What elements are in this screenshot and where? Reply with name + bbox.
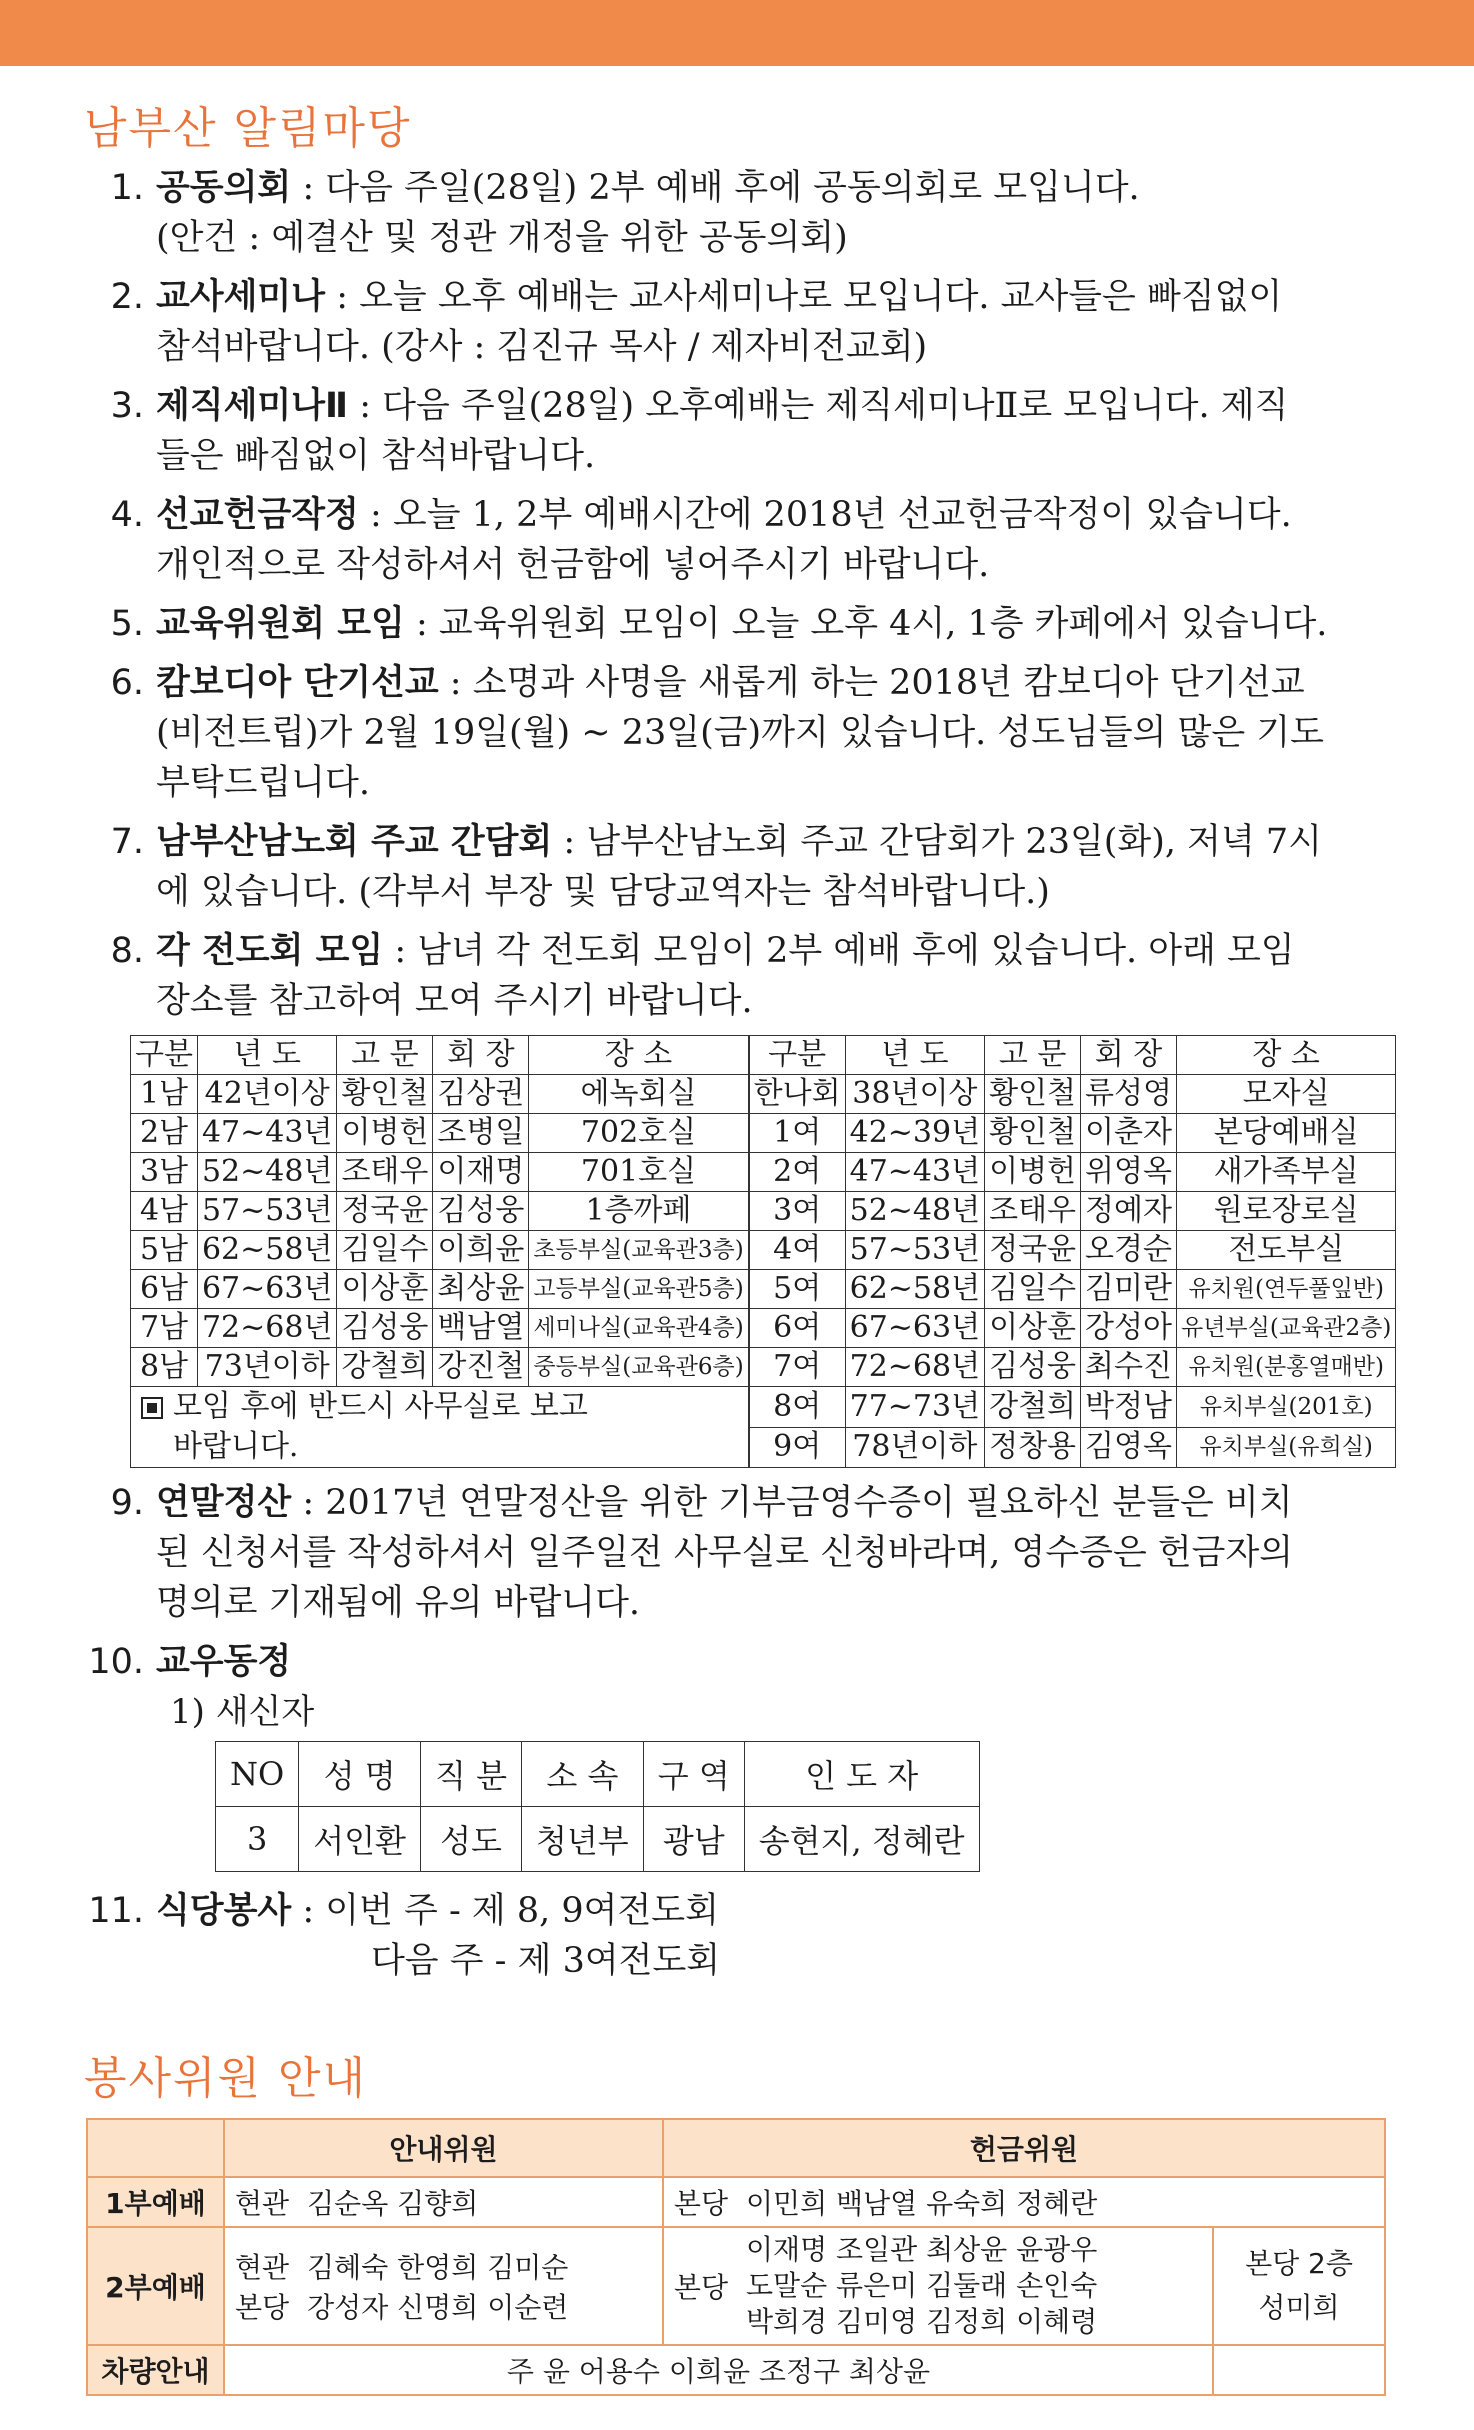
- notice-text: 참석바랍니다. (강사 : 김진규 목사 / 제자비전교회): [156, 327, 928, 367]
- notice-item-11: [80, 1886, 1380, 1986]
- notice-number: 1.: [110, 168, 144, 208]
- notice-text: 개인적으로 작성하셔서 헌금함에 넣어주시기 바랍니다.: [156, 545, 990, 585]
- table-cell: 5여: [749, 1270, 845, 1309]
- table-cell: 3여: [749, 1192, 845, 1231]
- table-cell: 이재명: [433, 1153, 529, 1192]
- notice-title: 선교헌금작정: [156, 495, 359, 535]
- table-cell: 백남열: [433, 1309, 529, 1348]
- table-cell: 김성웅: [433, 1192, 529, 1231]
- table-row: [131, 1387, 1396, 1428]
- notice-number: 7.: [110, 822, 144, 862]
- table-cell: 김일수: [337, 1231, 433, 1270]
- newcomer-table: [215, 1741, 980, 1872]
- table-cell: 세미나실(교육관4층): [529, 1309, 748, 1348]
- table-cell: 73년이하: [197, 1348, 336, 1387]
- table-cell: 정국윤: [985, 1231, 1081, 1270]
- table-cell: 전도부실: [1177, 1231, 1396, 1270]
- notice-text: : 2017년 연말정산을 위한 기부금영수증이 필요하신 분들은 비치: [291, 1483, 1293, 1523]
- column-header: 구분: [131, 1036, 198, 1075]
- table-cell: 3남: [131, 1153, 198, 1192]
- table-cell: 이병헌: [337, 1114, 433, 1153]
- table-cell: 김성웅: [985, 1348, 1081, 1387]
- notice-title: 식당봉사: [156, 1891, 292, 1931]
- notice-number: 4.: [110, 495, 144, 535]
- notice-text: 장소를 참고하여 모여 주시기 바랍니다.: [156, 981, 753, 1021]
- table-cell: 송현지, 정혜란: [744, 1807, 979, 1872]
- table-row: [131, 1348, 1396, 1387]
- blank-cell: [1213, 2345, 1385, 2395]
- notice-text: 다음 주 - 제 3여전도회: [371, 1941, 721, 1981]
- notice-item: [80, 490, 1380, 590]
- table-cell: 701호실: [529, 1153, 748, 1192]
- table-cell: 오경순: [1081, 1231, 1177, 1270]
- driver-names: 주 윤 어용수 이희윤 조정구 최상윤: [224, 2345, 1213, 2395]
- notice-title: 남부산남노회 주교 간담회: [156, 822, 553, 862]
- table-cell: 초등부실(교육관3층): [529, 1231, 748, 1270]
- column-header: 년 도: [845, 1036, 984, 1075]
- notice-text: 명의로 기재됨에 유의 바랍니다.: [156, 1583, 641, 1623]
- column-header: 소 속: [521, 1742, 643, 1807]
- table-cell: 강진철: [433, 1348, 529, 1387]
- table-cell: 9여: [749, 1427, 845, 1468]
- table-cell: 조태우: [337, 1153, 433, 1192]
- table-cell: 57~53년: [845, 1231, 984, 1270]
- column-header: NO: [216, 1742, 299, 1807]
- table-cell: 유치원(분홍열매반): [1177, 1348, 1396, 1387]
- table-cell: 72~68년: [845, 1348, 984, 1387]
- row-label: 차량안내: [87, 2345, 224, 2395]
- notice-text: : 오늘 1, 2부 예배시간에 2018년 선교헌금작정이 있습니다.: [358, 495, 1292, 535]
- table-cell: 7여: [749, 1348, 845, 1387]
- table-cell: 황인철: [985, 1114, 1081, 1153]
- table-cell: 유치원(연두풀잎반): [1177, 1270, 1396, 1309]
- column-header: 년 도: [197, 1036, 336, 1075]
- column-header: 고 문: [337, 1036, 433, 1075]
- offering-header: 헌금위원: [663, 2119, 1385, 2177]
- table-cell: 2여: [749, 1153, 845, 1192]
- table-cell: 김미란: [1081, 1270, 1177, 1309]
- notice-title: 제직세미나Ⅱ: [156, 386, 349, 426]
- table-cell: 정창용: [985, 1427, 1081, 1468]
- notice-number: 9.: [110, 1483, 144, 1523]
- table-cell: 77~73년: [845, 1387, 984, 1428]
- notice-text: : 남녀 각 전도회 모임이 2부 예배 후에 있습니다. 아래 모임: [383, 931, 1295, 971]
- table-cell: 황인철: [337, 1075, 433, 1114]
- notice-item: [80, 163, 1380, 263]
- table-cell: 위영옥: [1081, 1153, 1177, 1192]
- newcomer-subtitle: 1) 새신자: [170, 1692, 315, 1732]
- notice-section-title: 남부산 알림마당: [84, 103, 412, 154]
- table-cell: 8여: [749, 1387, 845, 1428]
- column-header: 회 장: [433, 1036, 529, 1075]
- square-bullet-icon: [141, 1397, 163, 1419]
- table-cell: 6남: [131, 1270, 198, 1309]
- table-cell: 한나회: [749, 1075, 845, 1114]
- notice-text: 에 있습니다. (각부서 부장 및 담당교역자는 참석바랍니다.): [156, 872, 1050, 912]
- notice-title: 각 전도회 모임: [156, 931, 384, 971]
- table-row: [131, 1192, 1396, 1231]
- table-cell: 정예자: [1081, 1192, 1177, 1231]
- table-cell: 702호실: [529, 1114, 748, 1153]
- table-cell: 본당예배실: [1177, 1114, 1396, 1153]
- notice-text: : 남부산남노회 주교 간담회가 23일(화), 저녁 7시: [552, 822, 1322, 862]
- table-cell: 청년부: [521, 1807, 643, 1872]
- column-header: 회 장: [1081, 1036, 1177, 1075]
- table-cell: 조병일: [433, 1114, 529, 1153]
- table-cell: 유치부실(유희실): [1177, 1427, 1396, 1468]
- table-row: [131, 1270, 1396, 1309]
- table-cell: 김성웅: [337, 1309, 433, 1348]
- table-cell: 이상훈: [985, 1309, 1081, 1348]
- notice-item: [80, 926, 1380, 1026]
- blank-header: [87, 2119, 224, 2177]
- notice-item: [80, 599, 1380, 649]
- notice-number: 3.: [110, 386, 144, 426]
- notice-item: [80, 658, 1380, 808]
- table-row: [216, 1807, 980, 1872]
- notice-title: 교사세미나: [156, 277, 326, 317]
- notice-number: 11.: [88, 1891, 144, 1931]
- notice-text: : 이번 주 - 제 8, 9여전도회: [291, 1891, 719, 1931]
- table-cell: 박정남: [1081, 1387, 1177, 1428]
- table-cell: 1남: [131, 1075, 198, 1114]
- table-cell: 이병헌: [985, 1153, 1081, 1192]
- group-meeting-table: [130, 1035, 1396, 1468]
- notice-text: : 다음 주일(28일) 오후예배는 제직세미나Ⅱ로 모입니다. 제직: [348, 386, 1289, 426]
- table-cell: 유치부실(201호): [1177, 1387, 1396, 1428]
- table-cell: 67~63년: [845, 1309, 984, 1348]
- table-cell: 원로장로실: [1177, 1192, 1396, 1231]
- notice-item-10: [80, 1637, 1380, 1687]
- table-cell: 강성아: [1081, 1309, 1177, 1348]
- column-header: 장 소: [529, 1036, 748, 1075]
- notice-item: [80, 272, 1380, 372]
- notice-text: 부탁드립니다.: [156, 763, 370, 803]
- notice-text: (비전트립)가 2월 19일(월) ~ 23일(금)까지 있습니다. 성도님들의 많은 기도: [156, 713, 1324, 753]
- table-cell: 중등부실(교육관6층): [529, 1348, 748, 1387]
- table-cell: 강철희: [337, 1348, 433, 1387]
- table-cell: 57~53년: [197, 1192, 336, 1231]
- notice-number: 10.: [88, 1642, 144, 1682]
- table-cell: 42~39년: [845, 1114, 984, 1153]
- notice-item: [80, 817, 1380, 917]
- table-cell: 최수진: [1081, 1348, 1177, 1387]
- table-cell: 67~63년: [197, 1270, 336, 1309]
- table-cell: 42년이상: [197, 1075, 336, 1114]
- notice-text: 들은 빠짐없이 참석바랍니다.: [156, 436, 596, 476]
- table-cell: 6여: [749, 1309, 845, 1348]
- notice-text: : 다음 주일(28일) 2부 예배 후에 공동의회로 모입니다.: [291, 168, 1140, 208]
- table-cell: 1여: [749, 1114, 845, 1153]
- table-cell: 47~43년: [197, 1114, 336, 1153]
- table-row: [131, 1231, 1396, 1270]
- offering-cell: 본당 이재명 조일관 최상윤 윤광우 도말순 류은미 김둘래 손인숙 박희경 김미영 김정희 이혜령: [663, 2227, 1213, 2345]
- guide-header: 안내위원: [224, 2119, 663, 2177]
- notice-text: : 교육위원회 모임이 오늘 오후 4시, 1층 카페에서 있습니다.: [404, 604, 1328, 644]
- notice-title: 교육위원회 모임: [156, 604, 405, 644]
- column-header: 구 역: [643, 1742, 744, 1807]
- notice-title: 교우동정: [156, 1642, 292, 1682]
- table-cell: 새가족부실: [1177, 1153, 1396, 1192]
- table-cell: 조태우: [985, 1192, 1081, 1231]
- top-color-bar: [0, 0, 1474, 66]
- offering-cell: 본당 이민희 백남열 유숙희 정혜란: [663, 2177, 1385, 2227]
- table-cell: 김일수: [985, 1270, 1081, 1309]
- notice-number: 2.: [110, 277, 144, 317]
- column-header: 성 명: [299, 1742, 421, 1807]
- table-cell: 김상권: [433, 1075, 529, 1114]
- table-cell: 이상훈: [337, 1270, 433, 1309]
- service-volunteer-table: [86, 2118, 1386, 2396]
- service-section-title: 봉사위원 안내: [84, 2053, 368, 2104]
- table-cell: 이춘자: [1081, 1114, 1177, 1153]
- table-cell: 고등부실(교육관5층): [529, 1270, 748, 1309]
- table-cell: 3: [216, 1807, 299, 1872]
- notice-text: : 오늘 오후 예배는 교사세미나로 모입니다. 교사들은 빠짐없이: [325, 277, 1283, 317]
- table-cell: 72~68년: [197, 1309, 336, 1348]
- column-header: 직 분: [420, 1742, 521, 1807]
- table-cell: 최상윤: [433, 1270, 529, 1309]
- notice-text: : 소명과 사명을 새롭게 하는 2018년 캄보디아 단기선교: [438, 663, 1305, 703]
- table-cell: 이희윤: [433, 1231, 529, 1270]
- column-header: 장 소: [1177, 1036, 1396, 1075]
- notice-title: 공동의회: [156, 168, 292, 208]
- table-row: [131, 1075, 1396, 1114]
- column-header: 구분: [749, 1036, 845, 1075]
- offering-extra-cell: 본당 2층 성미희: [1213, 2227, 1385, 2345]
- table-cell: 유년부실(교육관2층): [1177, 1309, 1396, 1348]
- table-cell: 서인환: [299, 1807, 421, 1872]
- table-cell: 38년이상: [845, 1075, 984, 1114]
- row-label: 1부예배: [87, 2177, 224, 2227]
- table-cell: 강철희: [985, 1387, 1081, 1428]
- group-note: 모임 후에 반드시 사무실로 보고 바랍니다.: [131, 1387, 749, 1468]
- table-cell: 62~58년: [197, 1231, 336, 1270]
- table-cell: 5남: [131, 1231, 198, 1270]
- notice-number: 6.: [110, 663, 144, 703]
- table-cell: 7남: [131, 1309, 198, 1348]
- table-cell: 황인철: [985, 1075, 1081, 1114]
- table-cell: 4남: [131, 1192, 198, 1231]
- table-cell: 62~58년: [845, 1270, 984, 1309]
- table-cell: 광남: [643, 1807, 744, 1872]
- notice-number: 5.: [110, 604, 144, 644]
- notice-number: 8.: [110, 931, 144, 971]
- notice-title: 캄보디아 단기선교: [156, 663, 439, 703]
- table-cell: 2남: [131, 1114, 198, 1153]
- table-cell: 성도: [420, 1807, 521, 1872]
- table-cell: 에녹회실: [529, 1075, 748, 1114]
- column-header: 고 문: [985, 1036, 1081, 1075]
- column-header: 인 도 자: [744, 1742, 979, 1807]
- table-row: [131, 1153, 1396, 1192]
- notice-text: 된 신청서를 작성하셔서 일주일전 사무실로 신청바라며, 영수증은 헌금자의: [156, 1533, 1294, 1573]
- notice-text: (안건 : 예결산 및 정관 개정을 위한 공동의회): [156, 218, 848, 258]
- table-cell: 52~48년: [845, 1192, 984, 1231]
- group-table-header: [131, 1036, 1396, 1075]
- guide-cell: 현관 김순옥 김향희: [224, 2177, 663, 2227]
- notice-item: [80, 381, 1380, 481]
- notice-item-9: [80, 1478, 1380, 1628]
- table-cell: 8남: [131, 1348, 198, 1387]
- table-row: [131, 1114, 1396, 1153]
- notice-list: [80, 163, 1392, 1995]
- table-cell: 1층까페: [529, 1192, 748, 1231]
- table-cell: 52~48년: [197, 1153, 336, 1192]
- table-cell: 47~43년: [845, 1153, 984, 1192]
- table-cell: 4여: [749, 1231, 845, 1270]
- row-label: 2부예배: [87, 2227, 224, 2345]
- guide-cell: 현관 김혜숙 한영희 김미순 본당 강성자 신명희 이순련: [224, 2227, 663, 2345]
- table-cell: 류성영: [1081, 1075, 1177, 1114]
- table-cell: 정국윤: [337, 1192, 433, 1231]
- notice-title: 연말정산: [156, 1483, 292, 1523]
- table-row: [131, 1309, 1396, 1348]
- table-cell: 모자실: [1177, 1075, 1396, 1114]
- table-cell: 김영옥: [1081, 1427, 1177, 1468]
- table-cell: 78년이하: [845, 1427, 984, 1468]
